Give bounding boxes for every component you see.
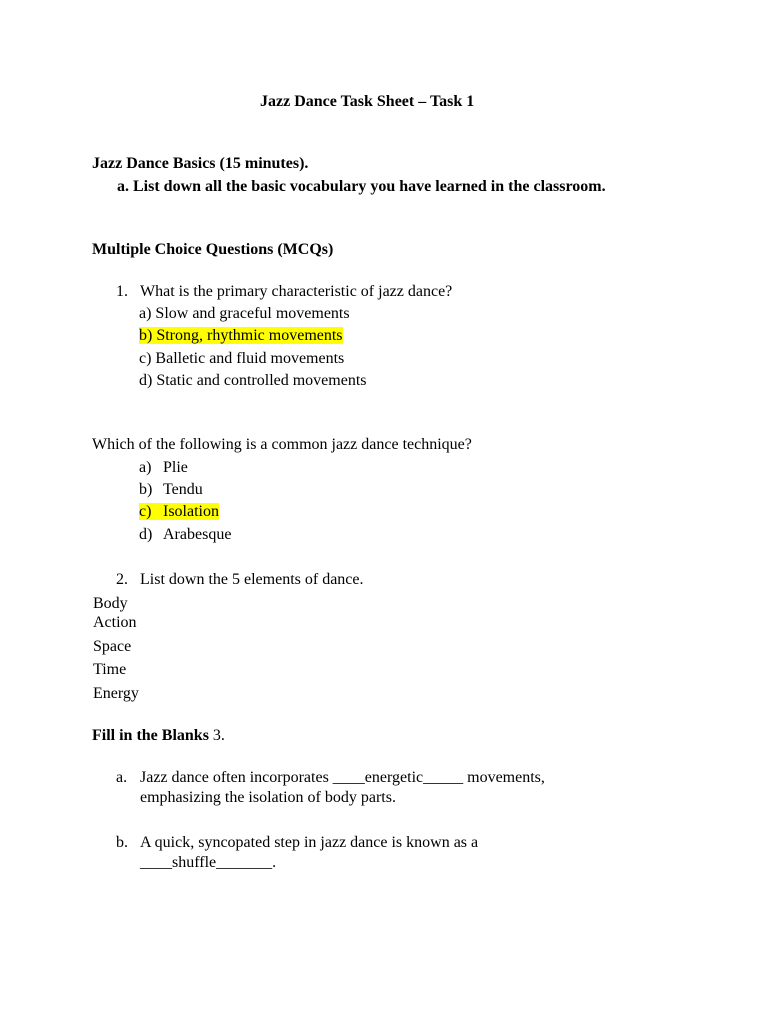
q1-question-line	[116, 282, 452, 302]
technique-option-c-text: Isolation	[163, 503, 219, 520]
q1-number: 1.	[116, 283, 128, 300]
technique-option-b	[139, 480, 203, 500]
q1-option-c: c) Balletic and fluid movements	[139, 350, 345, 367]
element-answer-time: Time	[93, 661, 127, 678]
element-answer-action: Action	[93, 614, 137, 631]
blank-b-letter: b.	[116, 834, 128, 851]
basics-item-a: a. List down all the basic vocabulary you have learned in the classroom.	[117, 178, 606, 195]
elements-question: List down the 5 elements of dance.	[140, 571, 364, 588]
technique-option-c-letter: c)	[139, 503, 152, 520]
page-title: Jazz Dance Task Sheet – Task 1	[260, 93, 475, 110]
technique-option-b-letter: b)	[139, 481, 153, 498]
q1-option-b-highlighted: b) Strong, rhythmic movements	[139, 327, 343, 344]
technique-option-c	[139, 502, 219, 522]
q1-question: What is the primary characteristic of jazz dance?	[140, 283, 453, 300]
mcq-heading: Multiple Choice Questions (MCQs)	[92, 241, 334, 258]
technique-option-a	[139, 458, 188, 478]
technique-question: Which of the following is a common jazz dance technique?	[92, 436, 472, 453]
element-answer-energy: Energy	[93, 685, 139, 702]
elements-number: 2.	[116, 571, 128, 588]
blank-b-text-line2: ____shuffle_______.	[140, 854, 277, 871]
blanks-heading-line	[92, 726, 225, 746]
technique-option-d-letter: d)	[139, 526, 153, 543]
technique-option-c-highlighted	[139, 503, 219, 520]
blank-a-letter: a.	[116, 769, 128, 786]
technique-option-a-text: Plie	[163, 459, 188, 476]
q1-option-b-line	[139, 326, 343, 346]
element-answer-body: Body	[93, 595, 128, 612]
blank-b-text-line1: A quick, syncopated step in jazz dance is known as a	[140, 834, 479, 851]
technique-option-d-text: Arabesque	[163, 526, 232, 543]
q1-option-a: a) Slow and graceful movements	[139, 305, 350, 322]
technique-option-a-letter: a)	[139, 459, 152, 476]
elements-question-line	[116, 570, 364, 590]
blanks-heading-suffix: 3.	[208, 727, 225, 744]
basics-heading: Jazz Dance Basics (15 minutes).	[92, 155, 309, 172]
technique-option-d	[139, 525, 231, 545]
element-answer-space: Space	[93, 638, 132, 655]
q1-option-d: d) Static and controlled movements	[139, 372, 367, 389]
blank-a-text-line1: Jazz dance often incorporates ____energetic_____ movements,	[140, 769, 545, 786]
blank-a-line1	[116, 768, 545, 788]
blanks-heading: Fill in the Blanks	[92, 727, 209, 744]
blank-a-text-line2: emphasizing the isolation of body parts.	[140, 789, 396, 806]
blank-b-line1	[116, 833, 478, 853]
technique-option-b-text: Tendu	[163, 481, 203, 498]
